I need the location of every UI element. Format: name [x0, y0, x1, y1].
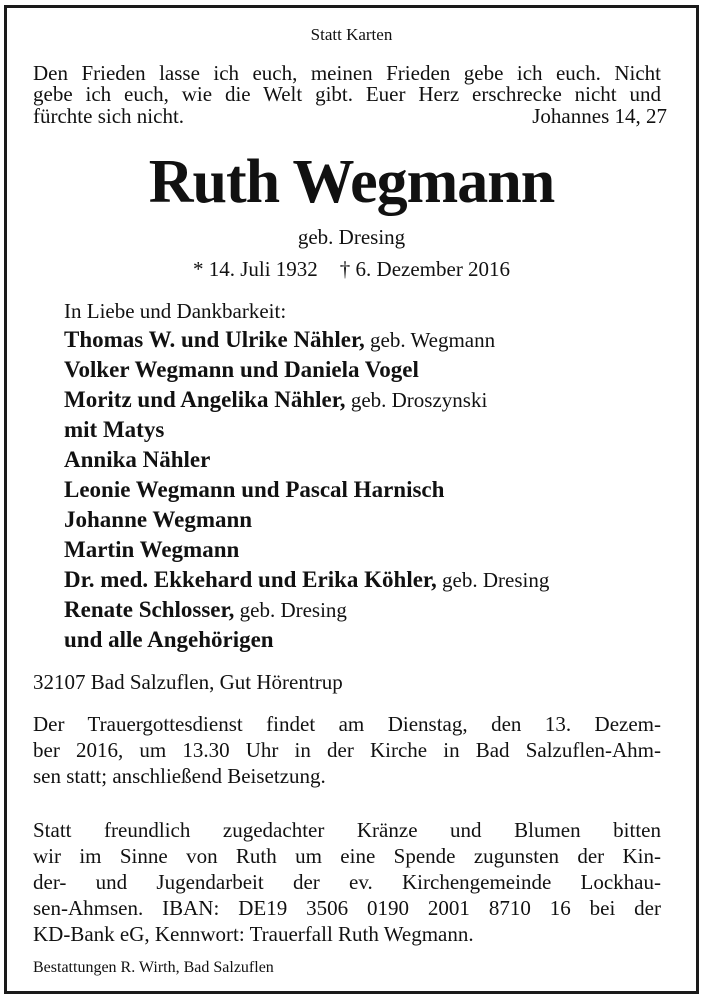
mourner-entry — [64, 596, 347, 624]
donation-line-3: der- und Jugendarbeit der ev. Kirchengemeinde Lockhau- — [33, 870, 661, 894]
mourner-birth-name: geb. Droszynski — [345, 388, 488, 412]
donation-line-4: sen-Ahmsen. IBAN: DE19 3506 0190 2001 8710 16 bei der — [33, 896, 661, 920]
mourner-entry — [64, 506, 252, 534]
donation-line-2: wir im Sinne von Ruth um eine Spende zugunsten der Kin- — [33, 844, 661, 868]
mourner-birth-name: geb. Dresing — [234, 598, 347, 622]
mourner-entry — [64, 476, 444, 504]
mourner-entry — [64, 536, 239, 564]
mourner-entry — [64, 626, 274, 654]
mourner-name: Renate Schlosser, — [64, 597, 235, 622]
mourner-birth-name: geb. Dresing — [436, 568, 550, 592]
life-dates — [0, 256, 703, 282]
mourner-name: Leonie Wegmann und Pascal Harnisch — [64, 477, 445, 502]
verse-line-1: Den Frieden lasse ich euch, meinen Frieden gebe ich euch. Nicht — [33, 61, 661, 85]
verse-reference: Johannes 14, 27 — [532, 104, 667, 128]
mourner-name: Martin Wegmann — [64, 537, 240, 562]
verse-line-3: fürchte sich nicht. — [33, 104, 185, 128]
mourner-name: Moritz und Angelika Nähler, — [64, 387, 346, 412]
donation-line-1: Statt freundlich zugedachter Kränze und Blumen bitten — [33, 818, 661, 842]
mourner-name: Volker Wegmann und Daniela Vogel — [64, 357, 419, 382]
mourner-entry — [64, 326, 495, 354]
funeral-home: Bestattungen R. Wirth, Bad Salzuflen — [33, 959, 274, 976]
address: 32107 Bad Salzuflen, Gut Hörentrup — [33, 670, 343, 694]
mourner-name: Dr. med. Ekkehard und Erika Köhler, — [64, 567, 437, 592]
mourner-name: Thomas W. und Ulrike Nähler, — [64, 327, 365, 352]
deceased-name: Ruth Wegmann — [148, 148, 555, 216]
mourner-name: Johanne Wegmann — [64, 507, 253, 532]
mourner-entry — [64, 446, 210, 474]
service-line-3: sen statt; anschließend Beisetzung. — [33, 764, 326, 788]
mourner-entry — [64, 566, 549, 594]
mourner-entry — [64, 386, 487, 414]
death-date: † 6. Dezember 2016 — [339, 257, 511, 281]
mourner-entry — [64, 356, 419, 384]
mourner-name: mit Matys — [64, 417, 165, 442]
birth-name: geb. Dresing — [297, 225, 406, 249]
birth-date: * 14. Juli 1932 — [192, 257, 318, 281]
mourner-name: Annika Nähler — [64, 447, 211, 472]
donation-line-5: KD-Bank eG, Kennwort: Trauerfall Ruth Wegmann. — [33, 922, 474, 946]
mourners-intro: In Liebe und Dankbarkeit: — [64, 299, 287, 323]
mourner-entry — [64, 416, 164, 444]
service-line-1: Der Trauergottesdienst findet am Dienstag, den 13. Dezem- — [33, 712, 661, 736]
notice-header: Statt Karten — [310, 25, 393, 44]
verse-line-2: gebe ich euch, wie die Welt gibt. Euer Herz erschrecke nicht und — [33, 82, 661, 106]
mourner-birth-name: geb. Wegmann — [364, 328, 496, 352]
mourner-name: und alle Angehörigen — [64, 627, 274, 652]
service-line-2: ber 2016, um 13.30 Uhr in der Kirche in Bad Salzuflen-Ahm- — [33, 738, 661, 762]
